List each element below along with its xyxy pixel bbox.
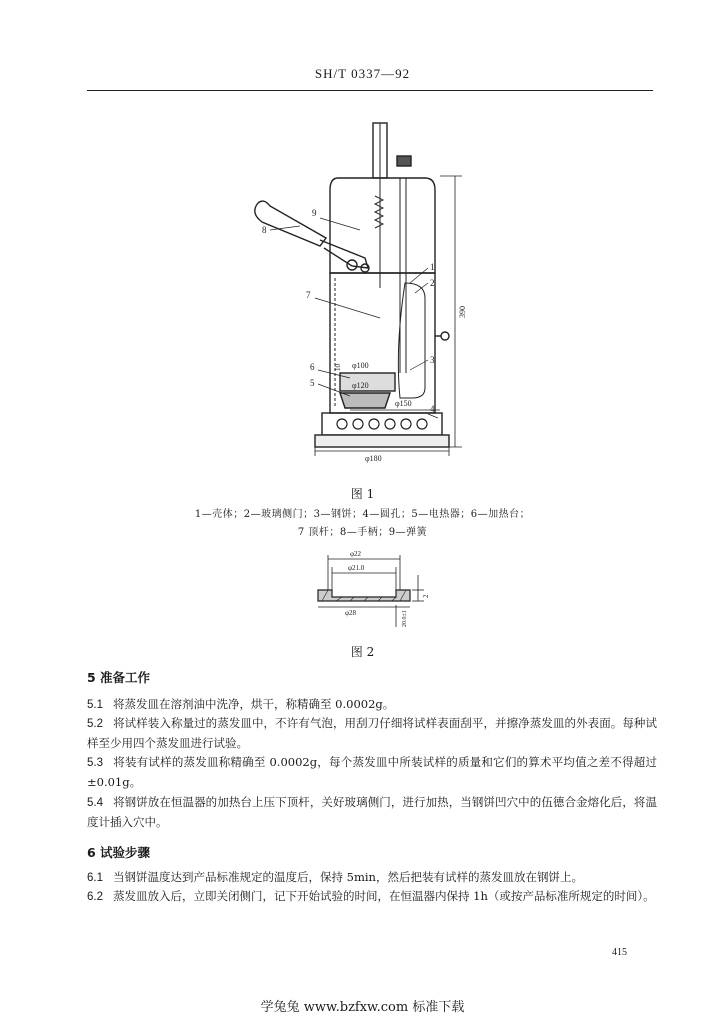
para-5-4 xyxy=(87,793,657,832)
fig2-dim-h20: 20.0±1 xyxy=(402,610,408,627)
para-5-4-text: 将钢饼放在恒温器的加热台上压下顶杆，关好玻璃侧门，进行加热，当钢饼凹穴中的伍德合金熔化后，将温度计插入穴中。 xyxy=(87,795,657,829)
figure1-legend-line1: 1—壳体；2—玻璃侧门；3—钢饼；4—圆孔；5—电热器；6—加热台； xyxy=(194,509,531,520)
fig2-dim-t2: 2 xyxy=(422,594,430,598)
para-5-1 xyxy=(87,695,657,715)
para-5-3 xyxy=(87,753,657,792)
fig1-label-7: 7 xyxy=(306,290,311,300)
fig2-dim-d21: φ21.0 xyxy=(348,564,365,572)
para-6-2-num: 6.2 xyxy=(87,891,103,903)
page-number: 415 xyxy=(612,947,627,958)
para-5-3-text: 将装有试样的蒸发皿称精确至 0.0002g，每个蒸发皿中所装试样的质量和它们的算术平均值之差不得超过±0.01g。 xyxy=(87,755,657,789)
header-rule xyxy=(87,90,653,91)
para-5-2-text: 将试样装入称量过的蒸发皿中，不许有气泡，用刮刀仔细将试样表面刮平，并擦净蒸发皿的外表面。每种试样至少用四个蒸发皿进行试验。 xyxy=(87,716,657,750)
fig1-label-6: 6 xyxy=(310,362,315,372)
para-5-4-num: 5.4 xyxy=(87,797,103,809)
fig1-label-3: 3 xyxy=(430,355,435,365)
figure1-caption: 图 1 xyxy=(350,487,375,501)
para-6-2 xyxy=(87,887,657,907)
fig1-label-4: 4 xyxy=(430,404,435,414)
fig1-dim-h390: 390 xyxy=(458,306,467,318)
figure1-apparatus-drawing xyxy=(240,118,490,463)
fig1-dim-d100: φ100 xyxy=(352,361,369,370)
section5-title: 5 准备工作 xyxy=(87,670,151,685)
fig1-dim-h10: 10 xyxy=(334,364,342,371)
figure2-disc-section xyxy=(300,545,440,630)
para-6-1-num: 6.1 xyxy=(87,872,103,884)
fig1-dim-d180: φ180 xyxy=(365,454,382,463)
para-5-2 xyxy=(87,714,657,753)
fig2-dim-d28: φ28 xyxy=(345,609,357,617)
para-5-3-num: 5.3 xyxy=(87,757,103,769)
fig1-dim-d120: φ120 xyxy=(352,381,369,390)
para-5-2-num: 5.2 xyxy=(87,718,103,730)
fig1-label-8: 8 xyxy=(262,225,267,235)
figure1-legend-line2: 7 顶杆；8—手柄；9—弹簧 xyxy=(297,527,428,538)
para-5-1-text: 将蒸发皿在溶剂油中洗净，烘干，称精确至 0.0002g。 xyxy=(113,697,395,711)
figure2-caption: 图 2 xyxy=(350,645,375,659)
footer-watermark: 学兔兔 www.bzfxw.com 标准下载 xyxy=(260,1000,465,1015)
fig1-dim-d150: φ150 xyxy=(395,399,412,408)
section6-title: 6 试验步骤 xyxy=(87,845,151,860)
standard-code-header: SH/T 0337—92 xyxy=(314,66,411,81)
para-5-1-num: 5.1 xyxy=(87,699,103,711)
para-6-1-text: 当钢饼温度达到产品标准规定的温度后，保持 5min，然后把装有试样的蒸发皿放在钢饼上。 xyxy=(113,870,583,884)
para-6-1 xyxy=(87,868,657,888)
para-6-2-text: 蒸发皿放入后，立即关闭侧门，记下开始试验的时间，在恒温器内保持 1h（或按产品标准所规定的时间）。 xyxy=(113,889,655,903)
fig1-label-1: 1 xyxy=(430,262,435,272)
fig1-label-2: 2 xyxy=(430,278,435,288)
fig2-dim-d22: φ22 xyxy=(350,550,362,558)
fig1-label-5: 5 xyxy=(310,378,315,388)
fig1-label-9: 9 xyxy=(312,208,317,218)
